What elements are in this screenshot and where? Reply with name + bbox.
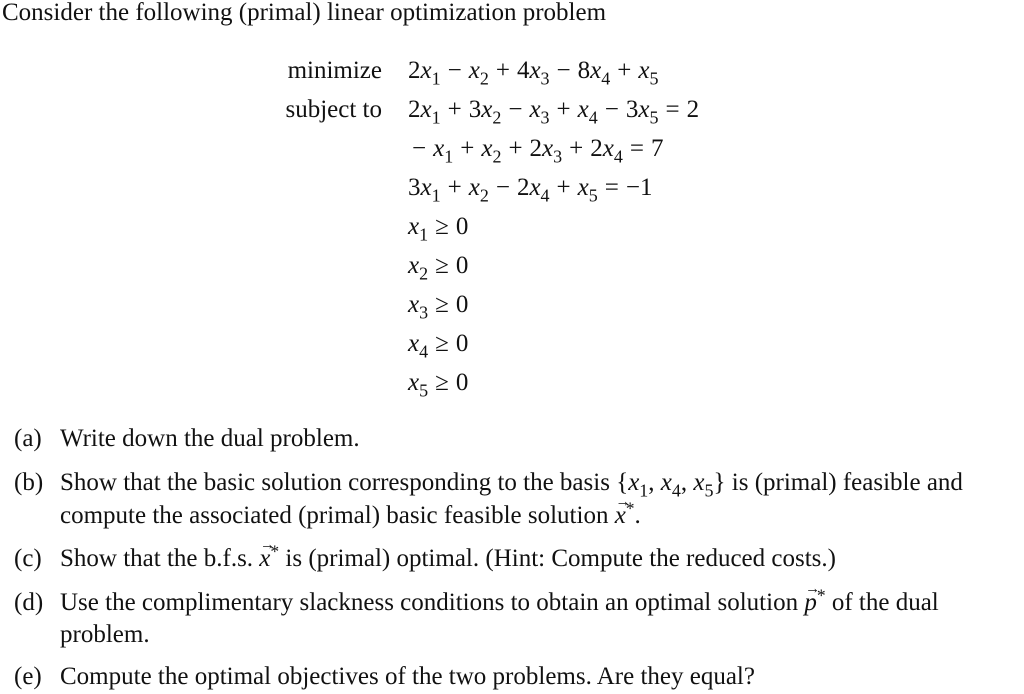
constraint-1: $2x_1 + 3x_2 - x_3 + x_4 - 3x_5 = 2$: [408, 96, 700, 128]
nonneg-x5: $x_5 \ge 0$: [408, 369, 469, 401]
nonneg-x4: $x_4 \ge 0$: [408, 330, 469, 362]
question-part-e: (e) Compute the optimal objectives of the two problems. Are they equal?: [14, 663, 755, 690]
objective-label: minimize: [287, 57, 382, 84]
nonneg-x1: $x_1 \ge 0$: [408, 213, 469, 245]
question-part-d-continuation: problem.: [60, 621, 150, 648]
question-part-b-continuation: compute the associated (primal) basic feasible solution → x*.: [60, 503, 641, 528]
constraint-3: $3x_1 + x_2 - 2x_4 + x_5 = -1$: [408, 174, 653, 206]
nonneg-x3: $x_3 \ge 0$: [408, 291, 469, 323]
question-part-a: (a) Write down the dual problem.: [14, 425, 360, 452]
question-part-c: (c) Show that the b.f.s. → x* is (primal) optimal. (Hint: Compute the reduced costs.): [14, 546, 836, 571]
objective-function: $2x_1 - x_2 + 4x_3 - 8x_4 + x_5$: [408, 57, 659, 89]
constraint-2: − $x_1 + x_2 + 2x_3 + 2x_4 = 7$: [412, 135, 664, 167]
question-part-b: (b) Show that the basic solution corresponding to the basis {$x_1$, $x_4$, $x_5$} is (primal) feasible and: [14, 469, 963, 501]
question-part-d: (d) Use the complimentary slackness conditions to obtain an optimal solution → p* of the dual: [14, 590, 939, 615]
nonneg-x2: $x_2 \ge 0$: [408, 252, 469, 284]
intro-sentence: Consider the following (primal) linear optimization problem: [2, 0, 607, 26]
constraint-label: subject to: [285, 96, 382, 123]
